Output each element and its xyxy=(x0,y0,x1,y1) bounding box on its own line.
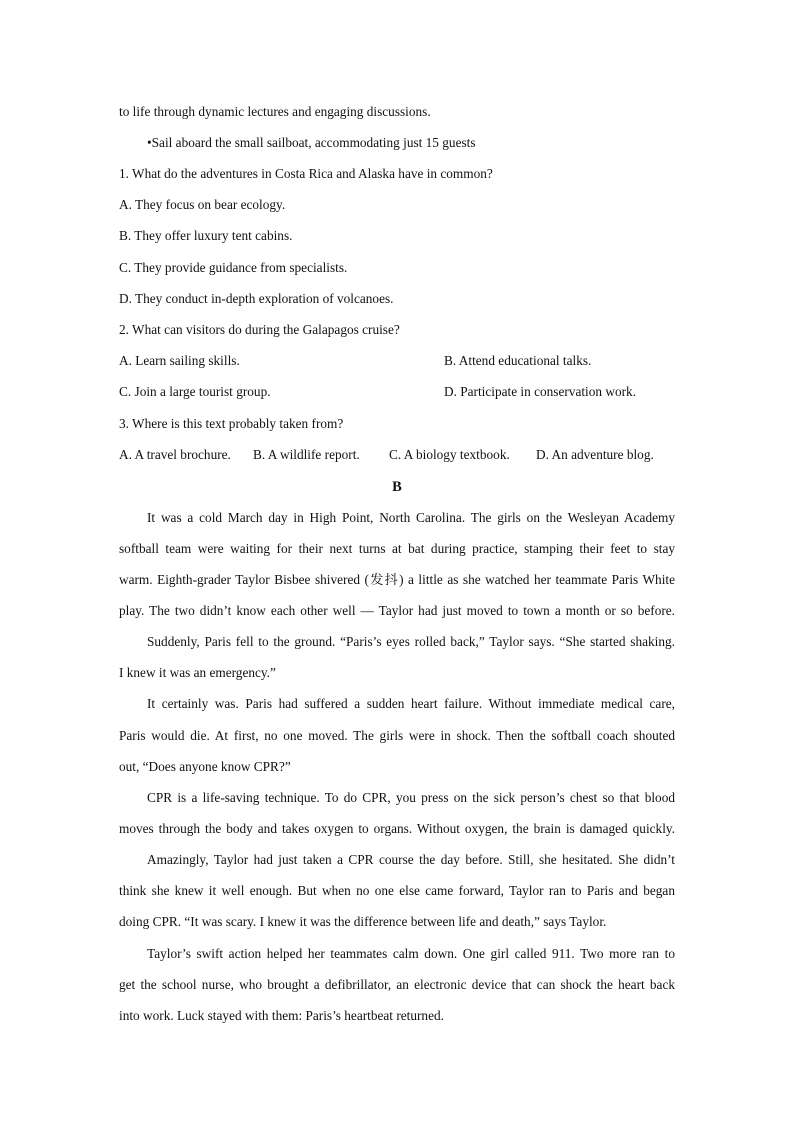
passage-b-line: Amazingly, Taylor had just taken a CPR course the day before. Still, she hesitated. She didn’t xyxy=(147,852,675,867)
passage-b-line: doing CPR. “It was scary. I knew it was the difference between life and death,” says Taylor. xyxy=(119,914,607,929)
question-1-option-a[interactable]: A. They focus on bear ecology. xyxy=(119,197,286,212)
question-2-option-a[interactable]: A. Learn sailing skills. xyxy=(119,353,240,368)
passage-b-line: It certainly was. Paris had suffered a sudden heart failure. Without immediate medical care, xyxy=(147,696,675,711)
passage-b-line: Suddenly, Paris fell to the ground. “Paris’s eyes rolled back,” Taylor says. “She started shaking. xyxy=(147,634,675,649)
question-3-stem: 3. Where is this text probably taken from? xyxy=(119,416,344,431)
passage-b-line: play. The two didn’t know each other well — Taylor had just moved to town a month or so before. xyxy=(119,603,675,618)
question-3-option-c[interactable]: C. A biology textbook. xyxy=(389,447,510,462)
question-1-option-c[interactable]: C. They provide guidance from specialists. xyxy=(119,260,348,275)
passage-b-line: moves through the body and takes oxygen to organs. Without oxygen, the brain is damaged quickly. xyxy=(119,821,675,836)
question-3-option-b[interactable]: B. A wildlife report. xyxy=(253,447,360,462)
passage-b-line: warm. Eighth-grader Taylor Bisbee shivered (发抖) a little as she watched her teammate Paris White xyxy=(119,572,675,587)
passage-b-line: Taylor’s swift action helped her teammates calm down. One girl called 911. Two more ran to xyxy=(147,946,675,961)
passage-a-text: to life through dynamic lectures and engaging discussions. xyxy=(119,104,431,119)
question-1-option-b[interactable]: B. They offer luxury tent cabins. xyxy=(119,228,293,243)
question-2-option-c[interactable]: C. Join a large tourist group. xyxy=(119,384,271,399)
section-b-heading: B xyxy=(392,479,402,495)
passage-b-line: softball team were waiting for their next turns at bat during practice, stamping their feet to stay xyxy=(119,541,675,556)
question-1-option-d[interactable]: D. They conduct in-depth exploration of volcanoes. xyxy=(119,291,394,306)
question-2-stem: 2. What can visitors do during the Galapagos cruise? xyxy=(119,322,400,337)
question-3-option-a[interactable]: A. A travel brochure. xyxy=(119,447,231,462)
passage-b-line: get the school nurse, who brought a defibrillator, an electronic device that can shock the heart back xyxy=(119,977,675,992)
passage-b-line: into work. Luck stayed with them: Paris’s heartbeat returned. xyxy=(119,1008,444,1023)
passage-b-line: I knew it was an emergency.” xyxy=(119,665,276,680)
question-1-stem: 1. What do the adventures in Costa Rica and Alaska have in common? xyxy=(119,166,493,181)
question-3-option-d[interactable]: D. An adventure blog. xyxy=(536,447,654,462)
passage-b-line: It was a cold March day in High Point, North Carolina. The girls on the Wesleyan Academy xyxy=(147,510,675,525)
question-2-option-d[interactable]: D. Participate in conservation work. xyxy=(444,384,637,399)
passage-a-bullet: •Sail aboard the small sailboat, accommodating just 15 guests xyxy=(147,135,476,150)
passage-b-line: out, “Does anyone know CPR?” xyxy=(119,759,291,774)
question-2-option-b[interactable]: B. Attend educational talks. xyxy=(444,353,592,368)
passage-b-line: think she knew it well enough. But when no one else came forward, Taylor ran to Paris and began xyxy=(119,883,675,898)
passage-b-line: Paris would die. At first, no one moved. The girls were in shock. Then the softball coach shouted xyxy=(119,728,675,743)
passage-b-line: CPR is a life-saving technique. To do CPR, you press on the sick person’s chest so that blood xyxy=(147,790,675,805)
